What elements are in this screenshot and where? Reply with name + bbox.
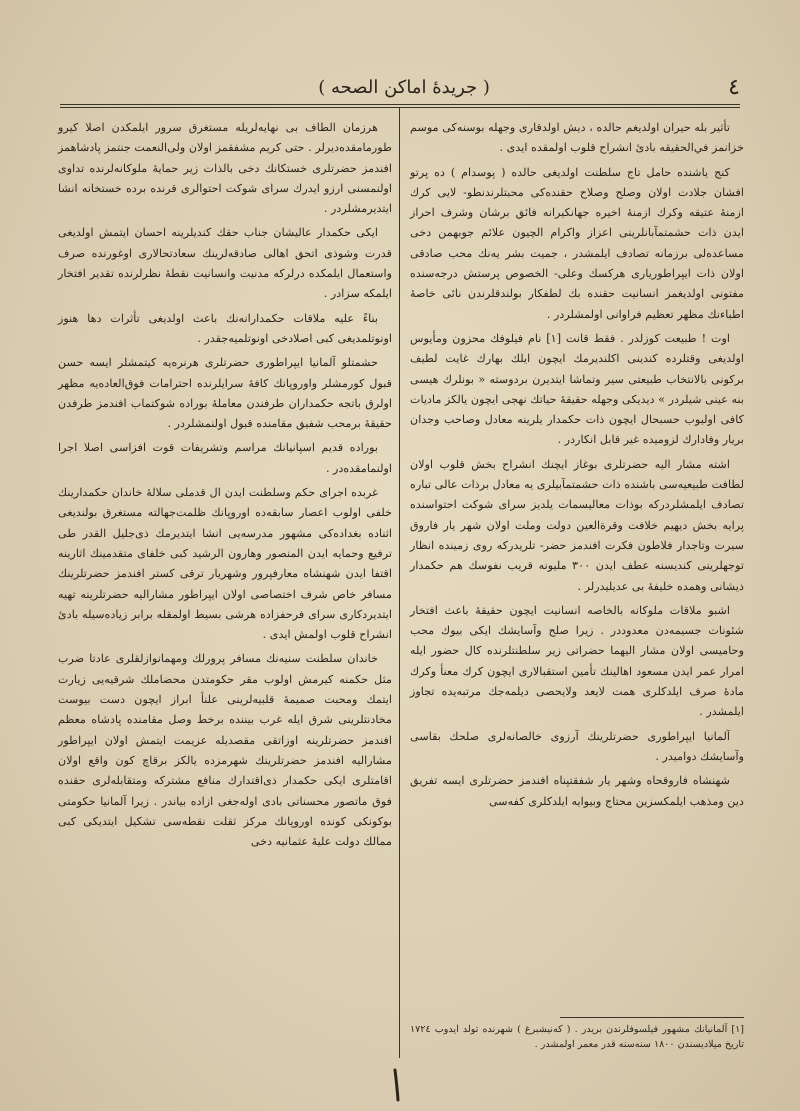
column-divider [399,108,400,1058]
right-column [410,118,744,816]
left-column [58,118,392,856]
paragraph: بوراده قدیم اسپانیانك مراسم وتشریفات قوت افزاسی اصلا اجرا اولنمامقده‌در . [58,441,392,475]
bottom-mark-icon [392,1068,402,1102]
header-rule [60,104,740,108]
paragraph: حشمتلو آلمانیا ایپراطوری حضرتلری هرنره‌یه كیتمشلر ایسه حسن قبول كورمشلر واوروپانك كافهٔ سرایلرنده احترامات فوق‌العاده‌یه مظهر اولرق باتجه حكمداران طرفندن معاملهٔ بوراده شوكتماب افندمز طرفدن حقیقهٔ برمحب شفیق مقامنده قبول اولنمشلردر . [58,356,392,431]
paragraph: كنج یاشنده حامل تاج سلطنت اولدیغی حالده ( پوسدام ) ده پرتو افشان جلادت اولان وصلح وصلاح حقنده‌كی محبتلرندنطو- لایی كرك ازمنهٔ عتیقه وكرك ازمنهٔ اخیره جهانكیرانه فائق برشان وشرف احراز ایدن ذات حشمتمآبانلرینی اعزاز واكرام الچیون علائم جوبهمن دخی مساعده‌لی برزمانه تصادف ایلمشدر ، جمیت بشر یه‌نك محب صادقی اولان ذات ایپراطوریاری هركسك وعلی- الخصوص پرستش درجه‌سنده مفتونی اولدیغمز انسانیت حقنده بك لطفكار بولندقلرندن نائی خاصهٔ اطباءنك مظهر تعظیم فراوانی اولمشلردر . [410,165,744,321]
paragraph: غربده اجرای حكم وسلطنت ایدن ال قدملی سلالهٔ خاندان حكمدارینك خلفی اولوب اعصار سابقه‌ده اوروپانك ظلمت‌جهالته مستغرق بولندیغی اثناده بغداده‌كی مشهور مدرسه‌یی انشا ایتدیرمك ذی‌جلیل القدر طی ترفیع وحمایه ایدن المنصور وهارون الرشید كبی خلفای متقدمینك اثارینه اقتفا ایدن شهنشاه معارفپرور وشهریار ترقی كستر افندمز حضرتلرینك مسافر خاص شرف اختصاصی اولان ایپراطور مشارالیه حضرتلرینه تهیه ایتدیردكاری سرای فرحفزاده هرشی بسیط اولمقله برابر زیاده‌سیله بادئ‌ انشراح قلوب اولمش ایدی . [58,486,392,642]
footnote: [١] آلمانیانك مشهور فیلسوفلرندن بریدر . ( كه‌نیشبرغ ) شهرنده تولد ایدوب ١٧٢٤ تاریخ میلادیسندن ١٨٠٠ سنه‌سنه قدر معمر اولمشدر . [410,1024,744,1050]
footnote-rule [560,1017,744,1018]
paragraph: شهنشاه فاروقحاه وشهر یار شفقتپناه افندمز حضرتلری ایسه تفریق دین ومذهب ایلمكسزین محتاج وبیوایه ایلدكلری كفه‌سی [410,774,744,808]
paragraph: اشته مشار الیه حضرتلری بوغاز ایچنك انشراح بخش قلوب اولان لطافت طبیعیه‌سی باشنده ذات حشمتمآبیلری یه معادل برذات عالی تباره تصادف ایلمشلردركه بوذات معالیسمات یلدیز سرای شوكت احتواسنده پرایه بخش دیهیم خلافت وقرة‌العین دولت وملت اولان شهر یار فاروق سیرت وتاجدار فلاطون فكرت افندمز حضر- تلریدركه روی زمینده انظار توجهلرینی كندیسنه عطف ایدن ٣٠٠ ملیونه قریب نفوسك هم حكمدار ذیشانی وهمده خلیفهٔ بی عدیلیدرلر . [410,457,744,593]
page-number: ٤ [728,74,740,100]
paragraph: اوت ! طبیعت كوزلدر . فقط قانت [١] نام فیلوفك محزون ومأیوس اولدیغی وقتلرده كندینی اكلندیرمك ایچون ایلك بهارك غایت لطیف بركونی بالانتخاب طبیعتی سیر وتماشا ایتدیرن بردوسته « بونلرك هیسی بنه عینی شیلردر » دیدیكی وجهله حقیقهٔ حیاتك نهجی ایچون یالكز مادیات كافی اولیوب حسبحال ایچون ذات حكمدار یلرینه معادل وصاحب وجدان بریار وفادارك لزومیده غیر قابل انكاردر . [410,331,744,447]
paragraph: اشبو ملاقات ملوكانه بالخاصه انسانیت ایچون حقیقهٔ باعث افتخار شئونات جسیمه‌دن معدوددر . زیرا صلح وآسایشك ایكی بیوك محب وحامیسی اولان مشار الیهما حضراتی زیر سلطنتلرنده كال حضور ایله امرار عمر ایدن مسعود اهالینك تأمین استقبالاری ایچون كرك معنأ وكرك مادهٔ صرف ایلدكلری همت لایعد ولایحصی دیلمه‌جك مرتبه‌یده تجاوز ایلمشدر . [410,603,744,719]
paragraph: ایكی حكمدار عالیشان جناب حقك كندیلرینه احسان ایتمش اولدیغی قدرت وشوذی اتحق اهالی‌ صادقه‌لرینك سعادتحالاری اوغورنده صرف واستعمال ایلمكده درلركه مدنیت وانسانیت نقطهٔ نظرلرنده تقدیر افتخار ایلمكه سزادر . [58,226,392,301]
paragraph: آلمانیا ایپراطوری حضرتلرینك آرزوی خالصانه‌لری صلحك بقاسی وآسایشك دوامیدر . [410,729,744,763]
page-header [60,72,740,102]
paragraph: بناءً علیه ملاقات حكمدارانه‌نك باعث اولدیغی تأثرات دها هنوز اونوتلمدیغی كبی اصلادخی اونوتلمیه‌جقدر . [58,311,392,345]
running-title: ( جریدهٔ اماكن الصحه ) [318,76,490,98]
paragraph: هرزمان الطاف بی نهایه‌لریله مستغرق سرور ایلمكدن اصلا كیرو طورمامقده‌دیرلر . حتی كریم مشفقمز اولان ولی‌النعمت جنتمز پادشاهمز افندمز حضرتلری خستكانك دخی بالذات زیر حمایهٔ ملوكانه‌لرنده تداوی اولنمسنی ارزو ایدرك سرای شوكت احتوالری قرنده برده خستخانه انشا ایتدیرمشلردر . [58,121,392,216]
paragraph: خاندان سلطنت سنیه‌نك مسافر پرورلك ومهمانوازلقلری عادتا ضرب مثل حكمنه كیرمش اولوب مقر حكومتدن محضاملك شرقیه‌یی زیارت ایتمك ومحبت صمیمهٔ قلبیه‌لرینی علنأ ابراز ایچون دست بیوست مخادنتلرینی شرق ایله غرب بیننده برخط وصل مقامنده پادشاه معظم افندمز حضرتلرینه اوزاتقی مقصدیله عزیمت ایتمش اولان ایپراطور مشارالیه افندمز حضرتلرینك شهرمزده یالكز برقاچ كون واقع اولان اقامتلری ایكی حكمدار ذی‌اقتدارك منافع مشتركه ومتقابله‌لری حقنده فوق ماتصور محسناتی بادی اوله‌جغی ازاده بیاندر . زیرا آلمانیا حكومتی بوكونكی كونده اوروپانك مركز ثقلت نقطه‌سی تشكیل ایتدیكی كبی ممالك دولت علیهٔ عثمانیه دخی [58,652,392,849]
paragraph: تأثیر بله حیران اولدیغم حالده ، دیش اولدقاری وجهله بوسنه‌كی موسم خزانمز في‌الحقیقه بادئ‌ انشراح قلوب اولمقده ایدی . [410,121,744,155]
